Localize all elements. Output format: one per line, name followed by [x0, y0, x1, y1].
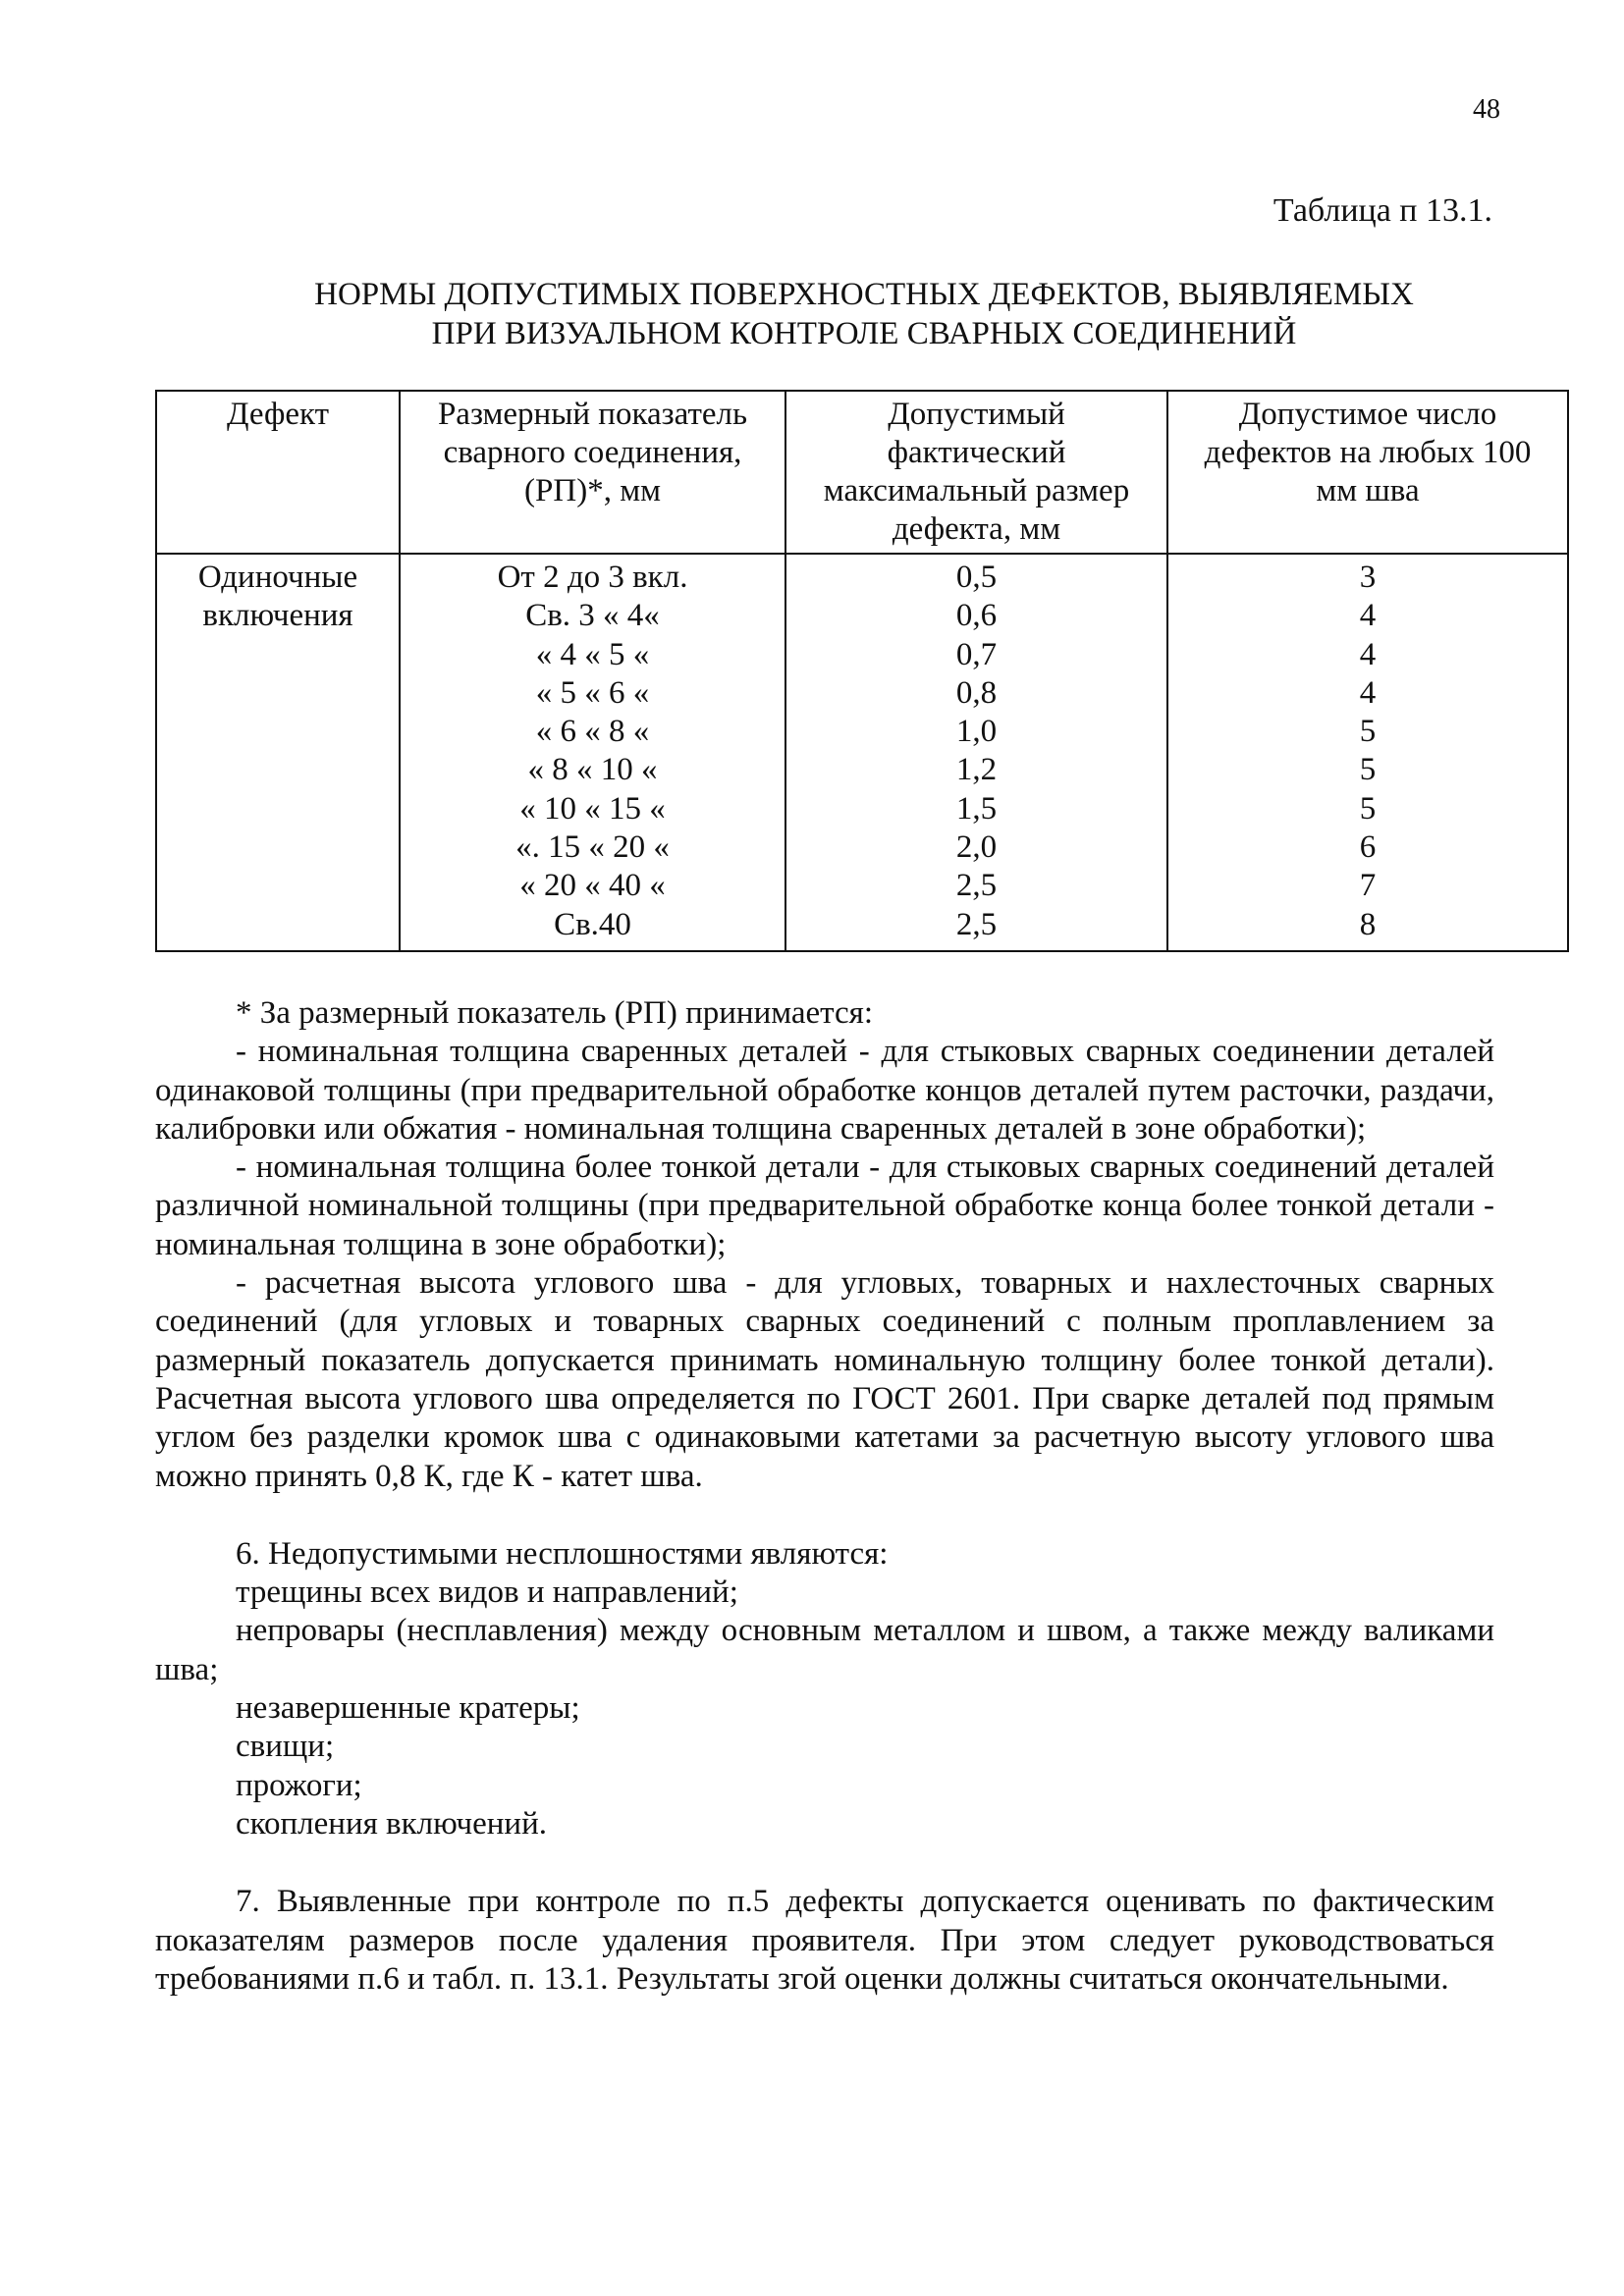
footnote-item: - расчетная высота углового шва - для угловых, товарных и нахлесточных сварных соединений (для угловых и товарных сварных соединений с полным проплавлением за размерный показатель допускается принимать номинальную толщину более тонкой детали). Расчетная высота углового шва определяется по ГОСТ 2601. При сварке деталей под прямым углом без разделки кромок шва с одинаковыми катетами за расчетную высоту углового шва можно принять 0,8 К, где К - катет шва. — [155, 1265, 1494, 1494]
header-size-index: Размерный показатель сварного соединения, (РП)*, мм — [400, 391, 785, 554]
page-title-line: ПРИ ВИЗУАЛЬНОМ КОНТРОЛЕ СВАРНЫХ СОЕДИНЕНИЙ — [431, 316, 1297, 351]
header-max-size: Допустимый фактический максимальный размер дефекта, мм — [785, 391, 1167, 554]
table-row — [156, 554, 1568, 951]
table-label: Таблица п 13.1. — [1272, 192, 1492, 229]
max-size-cell: 0,5 0,6 0,7 0,8 1,0 1,2 1,5 2,0 2,5 2,5 — [785, 554, 1167, 951]
page-title — [157, 275, 1571, 353]
header-defect: Дефект — [156, 391, 400, 554]
list-item: непровары (несплавления) между основным металлом и швом, а также между валиками шва; — [155, 1613, 1494, 1687]
footnote-item: - номинальная толщина более тонкой детали - для стыковых сварных соединений деталей различной номинальной толщины (при предварительной обработке конца более тонкой детали - номинальная толщина в зоне обработки); — [155, 1149, 1494, 1262]
count-cell: 3 4 4 4 5 5 5 6 7 8 — [1167, 554, 1568, 951]
footnote-intro: * За размерный показатель (РП) принимается: — [236, 995, 873, 1031]
page-title-line: НОРМЫ ДОПУСТИМЫХ ПОВЕРХНОСТНЫХ ДЕФЕКТОВ, ВЫЯВЛЯЕМЫХ — [314, 277, 1414, 312]
list-item: прожоги; — [236, 1767, 362, 1803]
defect-name-cell: Одиночные включения — [156, 554, 400, 951]
list-item: свищи; — [236, 1729, 335, 1765]
list-item: незавершенные кратеры; — [236, 1690, 580, 1727]
defect-norms-table — [155, 390, 1569, 952]
table-header-row — [156, 391, 1568, 554]
footnote-item: - номинальная толщина сваренных деталей - для стыковых сварных соединении деталей одинаковой толщины (при предварительной обработке концов деталей путем расточки, раздачи, калибровки или обжатия - номинальная толщина сваренных деталей в зоне обработки); — [155, 1034, 1494, 1147]
list-item: трещины всех видов и направлений; — [236, 1575, 738, 1611]
size-range-cell: От 2 до 3 вкл. Св. 3 « 4« « 4 « 5 « « 5 « 6 « « 6 « 8 « « 8 « 10 « « 10 « 15 « «. 15 « 20 « « 20 « 40 « Св.40 — [400, 554, 785, 951]
section-6-heading: 6. Недопустимыми несплошностями являются: — [236, 1535, 889, 1572]
section-7-text: 7. Выявленные при контроле по п.5 дефекты допускается оценивать по фактическим показателям размеров после удаления проявителя. При этом следует руководствоваться требованиями п.6 и табл. п. 13.1. Результаты згой оценки должны считаться окончательными. — [155, 1884, 1494, 1997]
list-item: скопления включений. — [236, 1805, 547, 1842]
notes-body — [155, 994, 1494, 1999]
header-count: Допустимое число дефектов на любых 100 мм шва — [1167, 391, 1568, 554]
page-number: 48 — [1473, 94, 1500, 125]
